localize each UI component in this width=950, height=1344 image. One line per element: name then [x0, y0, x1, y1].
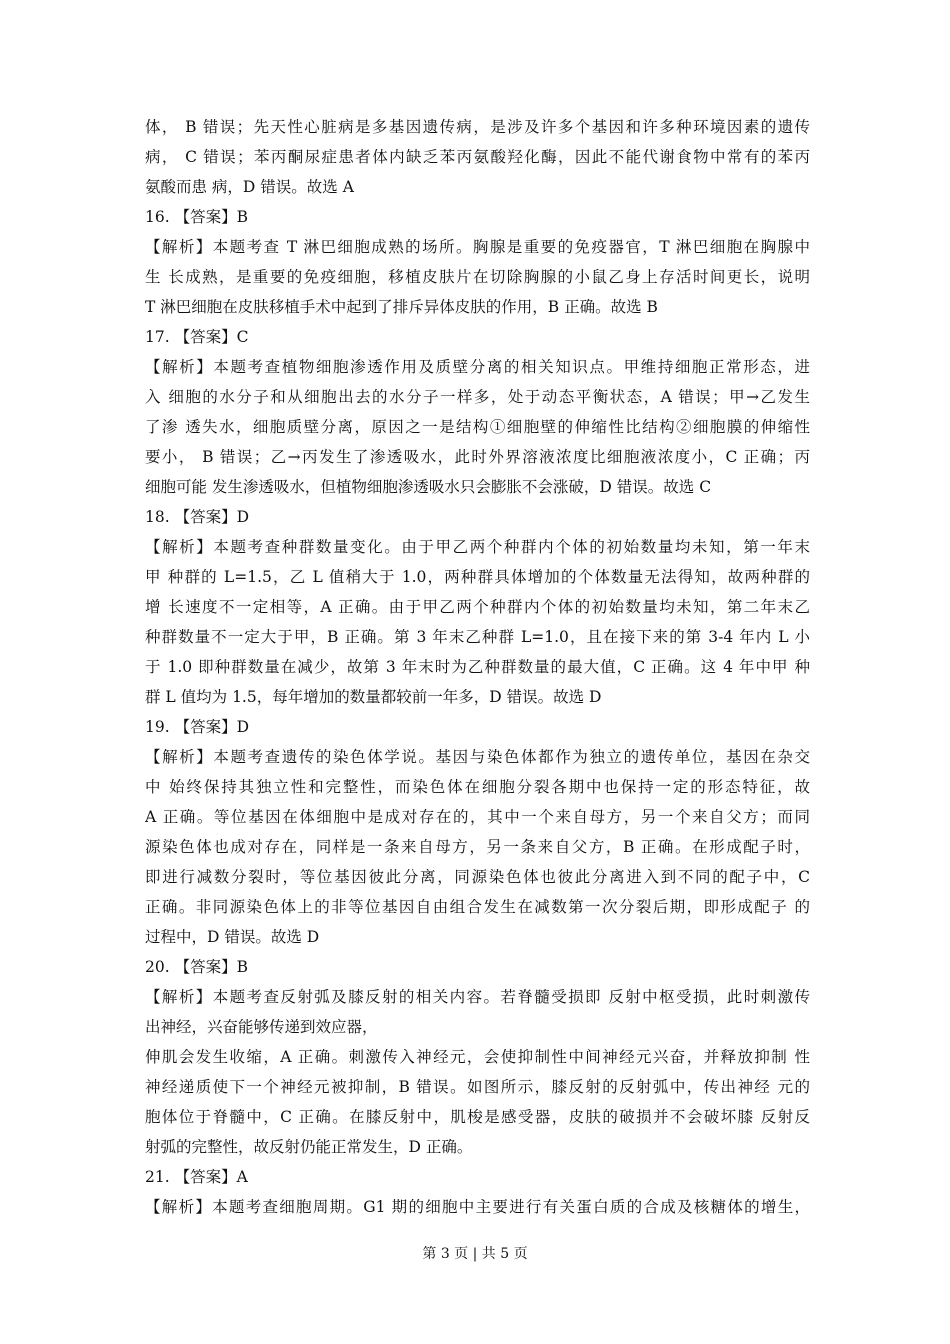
text-line: 正确。非同源染色体上的非等位基因自由组合发生在减数第一次分裂后期，即形成配子 的: [145, 898, 810, 916]
text-line: 群 L 值均为 1.5，每年增加的数量都较前一年多，D 错误。故选 D: [145, 688, 602, 706]
text-line: 过程中，D 错误。故选 D: [145, 928, 320, 946]
text-line: 射弧的完整性，故反射仍能正常发生，D 正确。: [145, 1138, 473, 1156]
document-body: [145, 112, 810, 1222]
text-line: 【解析】本题考查遗传的染色体学说。基因与染色体都作为独立的遗传单位，基因在杂交: [145, 748, 810, 766]
text-line: 20. 【答案】B: [145, 958, 248, 976]
text-line: 【解析】本题考查 T 淋巴细胞成熟的场所。胸腺是重要的免疫器官，T 淋巴细胞在胸腺中: [145, 238, 810, 256]
text-line: 病， C 错误；苯丙酮尿症患者体内缺乏苯丙氨酸羟化酶，因此不能代谢食物中常有的苯丙: [145, 148, 810, 166]
text-line: 神经递质使下一个神经元被抑制，B 错误。如图所示，膝反射的反射弧中，传出神经 元的: [145, 1078, 810, 1096]
text-line: 【解析】本题考查植物细胞渗透作用及质壁分离的相关知识点。甲维持细胞正常形态，进: [145, 358, 810, 376]
text-line: 21. 【答案】A: [145, 1168, 248, 1186]
text-line: 【解析】本题考查种群数量变化。由于甲乙两个种群内个体的初始数量均未知，第一年末: [145, 538, 810, 556]
text-line: 18. 【答案】D: [145, 508, 250, 526]
text-line: 于 1.0 即种群数量在减少，故第 3 年末时为乙种群数量的最大值，C 正确。这 4 年中甲 种: [145, 658, 810, 676]
text-line: 17. 【答案】C: [145, 328, 249, 346]
text-line: 出神经，兴奋能够传递到效应器，: [145, 1018, 378, 1036]
text-line: 【解析】本题考查细胞周期。G1 期的细胞中主要进行有关蛋白质的合成及核糖体的增生，: [145, 1198, 810, 1216]
text-line: 16. 【答案】B: [145, 208, 248, 226]
text-line: A 正确。等位基因在体细胞中是成对存在的，其中一个来自母方，另一个来自父方；而同: [145, 808, 810, 826]
text-line: 生 长成熟，是重要的免疫细胞，移植皮肤片在切除胸腺的小鼠乙身上存活时间更长，说明: [145, 268, 810, 286]
text-line: 甲 种群的 L=1.5，乙 L 值稍大于 1.0，两种群具体增加的个体数量无法得知，故两种群的: [145, 568, 810, 586]
text-line: 了渗 透失水，细胞质壁分离，原因之一是结构①细胞壁的伸缩性比结构②细胞膜的伸缩性: [145, 418, 810, 436]
text-line: T 淋巴细胞在皮肤移植手术中起到了排斥异体皮肤的作用，B 正确。故选 B: [145, 298, 658, 316]
text-line: 源染色体也成对存在，同样是一条来自母方，另一条来自父方，B 正确。在形成配子时，: [145, 838, 810, 856]
text-line: 中 始终保持其独立性和完整性，而染色体在细胞分裂各期中也保持一定的形态特征，故: [145, 778, 810, 796]
text-line: 【解析】本题考查反射弧及膝反射的相关内容。若脊髓受损即 反射中枢受损，此时刺激传: [145, 988, 810, 1006]
text-line: 即进行减数分裂时，等位基因彼此分离，同源染色体也彼此分离进入到不同的配子中，C: [145, 868, 810, 886]
text-line: 入 细胞的水分子和从细胞出去的水分子一样多，处于动态平衡状态，A 错误；甲→乙发生: [145, 388, 810, 406]
text-line: 细胞可能 发生渗透吸水，但植物细胞渗透吸水只会膨胀不会涨破，D 错误。故选 C: [145, 478, 712, 496]
text-line: 体， B 错误；先天性心脏病是多基因遗传病，是涉及许多个基因和许多种环境因素的遗传: [145, 118, 810, 136]
text-line: 增 长速度不一定相等，A 正确。由于甲乙两个种群内个体的初始数量均未知，第二年末乙: [145, 598, 810, 616]
text-line: 19. 【答案】D: [145, 718, 250, 736]
text-line: 氨酸而患 病，D 错误。故选 A: [145, 178, 354, 196]
text-line: 种群数量不一定大于甲，B 正确。第 3 年末乙种群 L=1.0，且在接下来的第 3-4 年内 L 小: [145, 628, 810, 646]
text-line: 伸肌会发生收缩，A 正确。刺激传入神经元，会使抑制性中间神经元兴奋，并释放抑制 性: [145, 1048, 810, 1066]
page-footer: 第 3 页 | 共 5 页: [422, 1246, 528, 1262]
text-line: 胞体位于脊髓中，C 正确。在膝反射中，肌梭是感受器，皮肤的破损并不会破坏膝 反射反: [145, 1108, 810, 1126]
text-line: 要小， B 错误；乙→丙发生了渗透吸水，此时外界溶液浓度比细胞液浓度小，C 正确；丙: [145, 448, 810, 466]
